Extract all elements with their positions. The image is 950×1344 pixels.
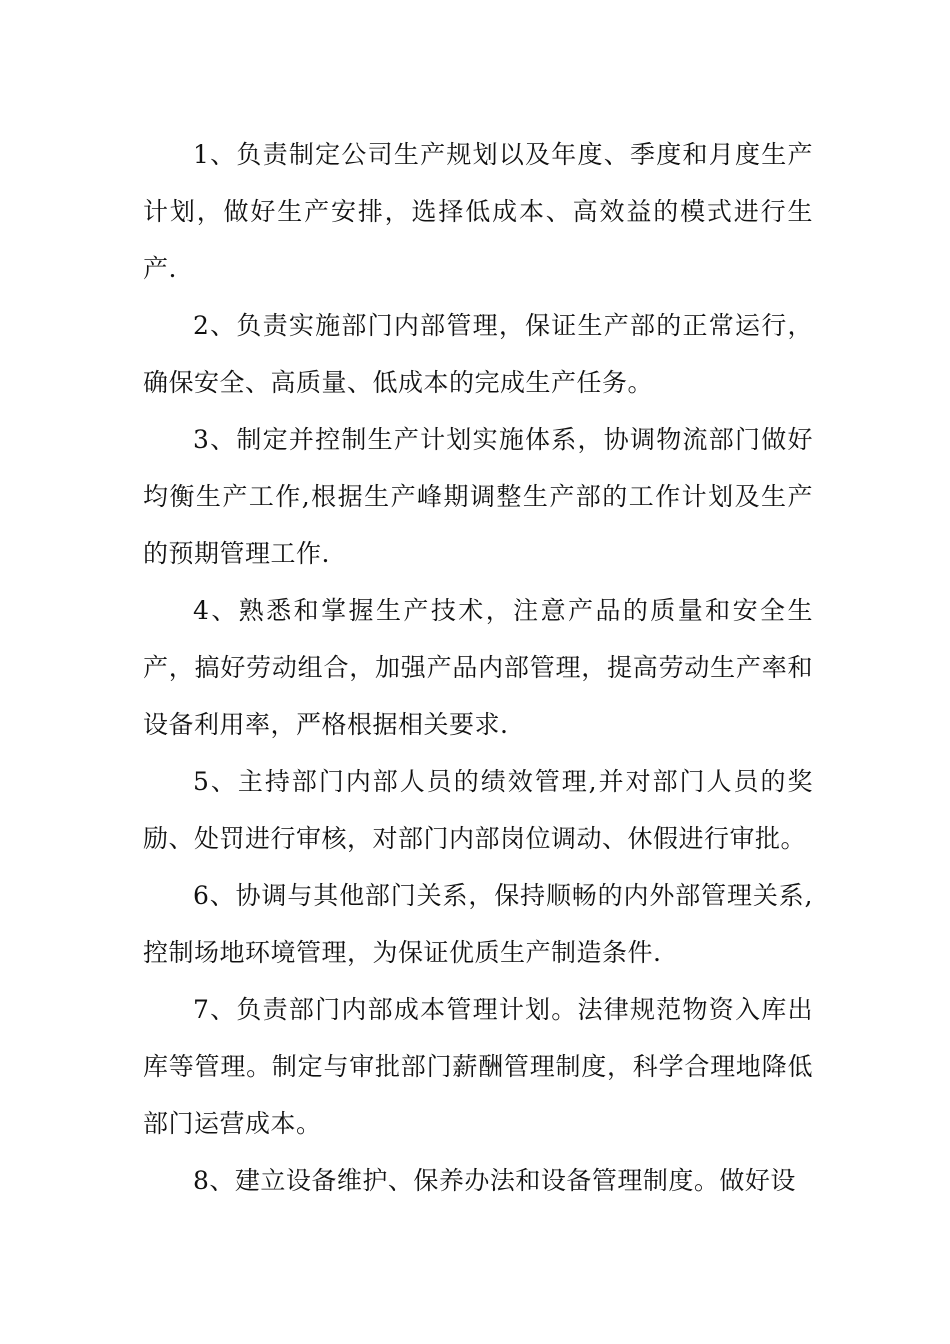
paragraph-3: 3、制定并控制生产计划实施体系，协调物流部门做好均衡生产工作,根据生产峰期调整生产部的工作计划及生产的预期管理工作. <box>143 425 813 568</box>
paragraph-7: 7、负责部门内部成本管理计划。法律规范物资入库出库等管理。制定与审批部门薪酬管理制度，科学合理地降低部门运营成本。 <box>143 995 813 1138</box>
paragraph-5: 5、主持部门内部人员的绩效管理,并对部门人员的奖励、处罚进行审核，对部门内部岗位调动、休假进行审批。 <box>143 767 813 853</box>
document-body <box>143 126 813 1209</box>
paragraph-2: 2、负责实施部门内部管理，保证生产部的正常运行，确保安全、高质量、低成本的完成生产任务。 <box>143 311 813 397</box>
paragraph-4: 4、熟悉和掌握生产技术，注意产品的质量和安全生产，搞好劳动组合，加强产品内部管理，提高劳动生产率和设备利用率，严格根据相关要求. <box>143 596 813 739</box>
paragraph-1: 1、负责制定公司生产规划以及年度、季度和月度生产计划，做好生产安排，选择低成本、高效益的模式进行生产. <box>143 140 813 283</box>
paragraph-8: 8、建立设备维护、保养办法和设备管理制度。做好设 <box>193 1166 796 1195</box>
paragraph-6: 6、协调与其他部门关系，保持顺畅的内外部管理关系,控制场地环境管理，为保证优质生产制造条件. <box>143 881 813 967</box>
